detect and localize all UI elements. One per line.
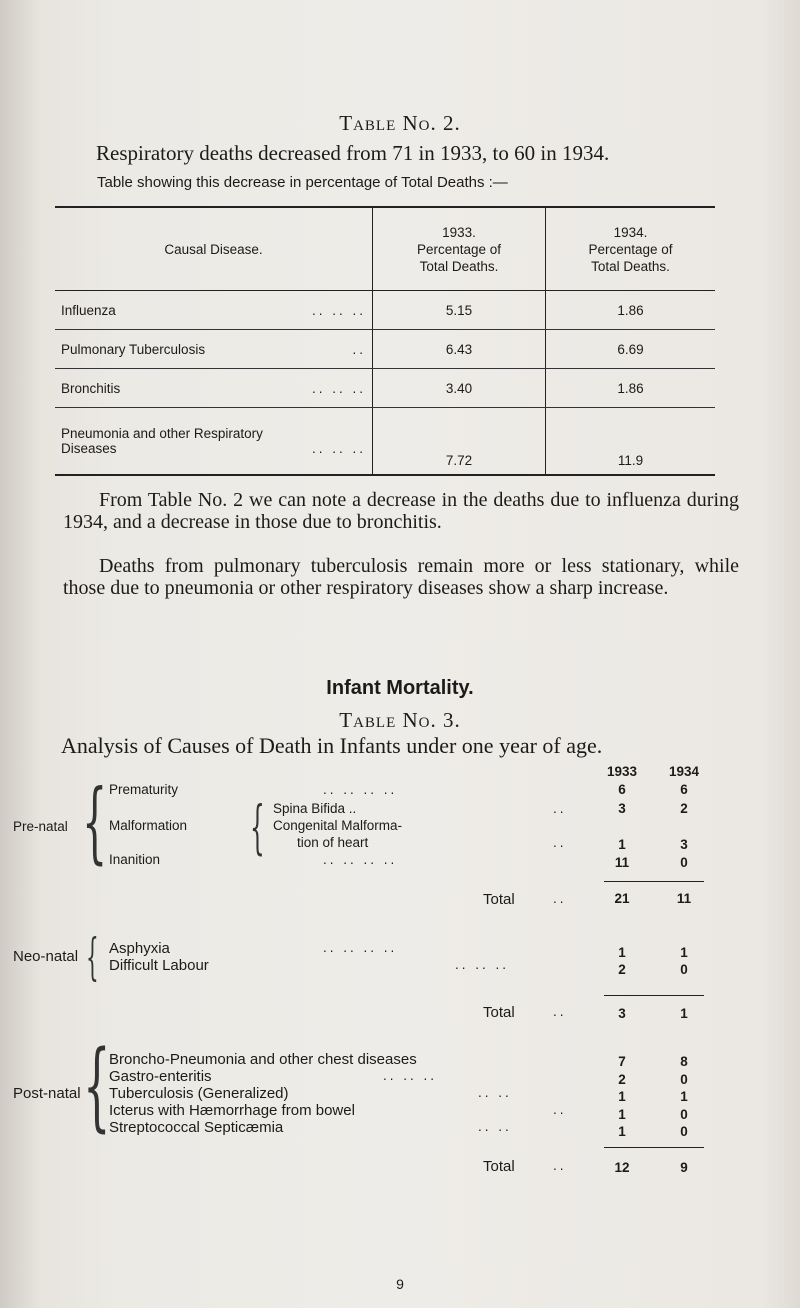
group-label-postnatal: Post-natal bbox=[13, 1085, 81, 1102]
disease-label-line1: Pneumonia and other Respiratory bbox=[61, 426, 263, 441]
table2-title: Table No. 2. bbox=[339, 111, 461, 135]
disease-label: Influenza bbox=[61, 302, 116, 318]
leader-dots: .. .. .. bbox=[383, 1068, 438, 1083]
value-1934: 1 bbox=[680, 945, 688, 960]
value-1934: 1.86 bbox=[546, 291, 716, 330]
value-1934: 1 bbox=[680, 1089, 688, 1104]
value-1933: 1 bbox=[618, 945, 626, 960]
table-row bbox=[55, 369, 715, 408]
cause-label: Gastro-enteritis bbox=[109, 1068, 212, 1085]
leader-dots: .. .. .. .. bbox=[323, 940, 398, 955]
total-rule bbox=[604, 995, 704, 996]
table-row bbox=[55, 408, 715, 476]
table3-title: Table No. 3. bbox=[339, 708, 461, 732]
respiratory-deaths-table bbox=[55, 206, 715, 476]
total-rule bbox=[604, 881, 704, 882]
page-number: 9 bbox=[396, 1276, 404, 1292]
value-1933: 1 bbox=[618, 1124, 626, 1139]
value-1934: 11.9 bbox=[546, 408, 716, 476]
value-1934: 0 bbox=[680, 1124, 688, 1139]
value-1933: 2 bbox=[618, 962, 626, 977]
leader-dots: .. bbox=[553, 801, 567, 816]
disease-label: Bronchitis bbox=[61, 380, 121, 396]
value-1933: 5.15 bbox=[373, 291, 546, 330]
value-1933: 6.43 bbox=[373, 330, 546, 369]
cause-label: Prematurity bbox=[109, 782, 179, 797]
paragraph: Deaths from pulmonary tuberculosis remain more or less stationary, while those due to pneumonia or other respiratory diseases show a sharp increase. bbox=[63, 555, 739, 599]
brace: { bbox=[250, 793, 265, 861]
cause-label: Malformation bbox=[109, 818, 188, 833]
cause-label: Difficult Labour bbox=[109, 957, 209, 974]
header-causal-disease: Causal Disease. bbox=[55, 207, 373, 291]
cause-label: tion of heart bbox=[297, 835, 369, 850]
cause-label: Tuberculosis (Generalized) bbox=[109, 1085, 289, 1102]
total-label: Total bbox=[483, 891, 515, 908]
value-1933: 3 bbox=[618, 801, 626, 816]
table-row bbox=[55, 291, 715, 330]
brace: { bbox=[83, 1030, 111, 1142]
year-header-1934: 1934 bbox=[668, 764, 700, 779]
leader-dots: .. .. .. bbox=[311, 380, 366, 396]
leader-dots: .. .. bbox=[478, 1119, 512, 1134]
leader-dots: .. .. bbox=[478, 1085, 512, 1100]
value-1934: 0 bbox=[680, 855, 688, 870]
disease-label-line2: Diseases bbox=[61, 441, 117, 456]
value-1933: 1 bbox=[618, 1107, 626, 1122]
total-1933: 12 bbox=[614, 1160, 630, 1175]
value-1933: 7.72 bbox=[373, 408, 546, 476]
leader-dots: .. .. .. bbox=[311, 441, 366, 456]
value-1934: 0 bbox=[680, 1072, 688, 1087]
paragraph: From Table No. 2 we can note a decrease in the deaths due to influenza during 1934, and a decrease in those due to bronchitis. bbox=[63, 489, 739, 533]
value-1933: 11 bbox=[614, 855, 630, 870]
value-1933: 1 bbox=[618, 837, 626, 852]
table-header-row bbox=[55, 207, 715, 291]
value-1934: 1.86 bbox=[546, 369, 716, 408]
table2-intro: Table showing this decrease in percentage of Total Deaths :— bbox=[97, 174, 508, 191]
total-1934: 1 bbox=[680, 1006, 688, 1021]
header-1934: 1934. Percentage of Total Deaths. bbox=[546, 207, 716, 291]
value-1934: 0 bbox=[680, 1107, 688, 1122]
leader-dots: .. bbox=[553, 891, 567, 906]
value-1934: 2 bbox=[680, 801, 688, 816]
group-label-prenatal: Pre-natal bbox=[13, 819, 68, 834]
disease-label: Pulmonary Tuberculosis bbox=[61, 341, 206, 357]
cause-label: Streptococcal Septicæmia bbox=[109, 1119, 284, 1136]
leader-dots: .. bbox=[352, 341, 366, 357]
total-label: Total bbox=[483, 1158, 515, 1175]
leader-dots: .. bbox=[553, 835, 567, 850]
cause-label: Broncho-Pneumonia and other chest diseases bbox=[109, 1051, 417, 1068]
leader-dots: .. bbox=[553, 1102, 567, 1117]
value-1933: 2 bbox=[618, 1072, 626, 1087]
leader-dots: .. .. .. .. bbox=[323, 852, 398, 867]
header-1933: 1933. Percentage of Total Deaths. bbox=[373, 207, 546, 291]
value-1934: 8 bbox=[680, 1054, 688, 1069]
value-1934: 0 bbox=[680, 962, 688, 977]
cause-label: Congenital Malforma- bbox=[273, 818, 403, 833]
leader-dots: .. .. .. .. bbox=[323, 782, 398, 797]
cause-label: Icterus with Hæmorrhage from bowel bbox=[109, 1102, 355, 1119]
leader-dots: .. bbox=[553, 1004, 567, 1019]
total-1933: 3 bbox=[618, 1006, 626, 1021]
value-1933: 6 bbox=[618, 782, 626, 797]
value-1934: 6 bbox=[680, 782, 688, 797]
value-1934: 6.69 bbox=[546, 330, 716, 369]
table3-subtitle: Analysis of Causes of Death in Infants under one year of age. bbox=[61, 733, 603, 758]
total-1934: 11 bbox=[676, 891, 692, 906]
leader-dots: .. .. .. bbox=[455, 957, 510, 972]
value-1934: 3 bbox=[680, 837, 688, 852]
brace: { bbox=[86, 928, 99, 986]
section-heading: Infant Mortality. bbox=[326, 677, 474, 699]
leader-dots: .. bbox=[553, 1158, 567, 1173]
leader-dots: .. .. .. bbox=[311, 302, 366, 318]
total-1934: 9 bbox=[680, 1160, 688, 1175]
cause-label: Asphyxia bbox=[109, 940, 170, 957]
table2-subtitle: Respiratory deaths decreased from 71 in 1933, to 60 in 1934. bbox=[96, 141, 610, 165]
value-1933: 7 bbox=[618, 1054, 626, 1069]
year-header-1933: 1933 bbox=[606, 764, 638, 779]
group-label-neonatal: Neo-natal bbox=[13, 948, 79, 965]
brace: { bbox=[82, 770, 108, 873]
value-1933: 3.40 bbox=[373, 369, 546, 408]
total-1933: 21 bbox=[614, 891, 630, 906]
cause-label: Inanition bbox=[109, 852, 161, 867]
table-row bbox=[55, 330, 715, 369]
total-label: Total bbox=[483, 1004, 515, 1021]
cause-label: Spina Bifida .. bbox=[273, 801, 357, 816]
value-1933: 1 bbox=[618, 1089, 626, 1104]
total-rule bbox=[604, 1147, 704, 1148]
